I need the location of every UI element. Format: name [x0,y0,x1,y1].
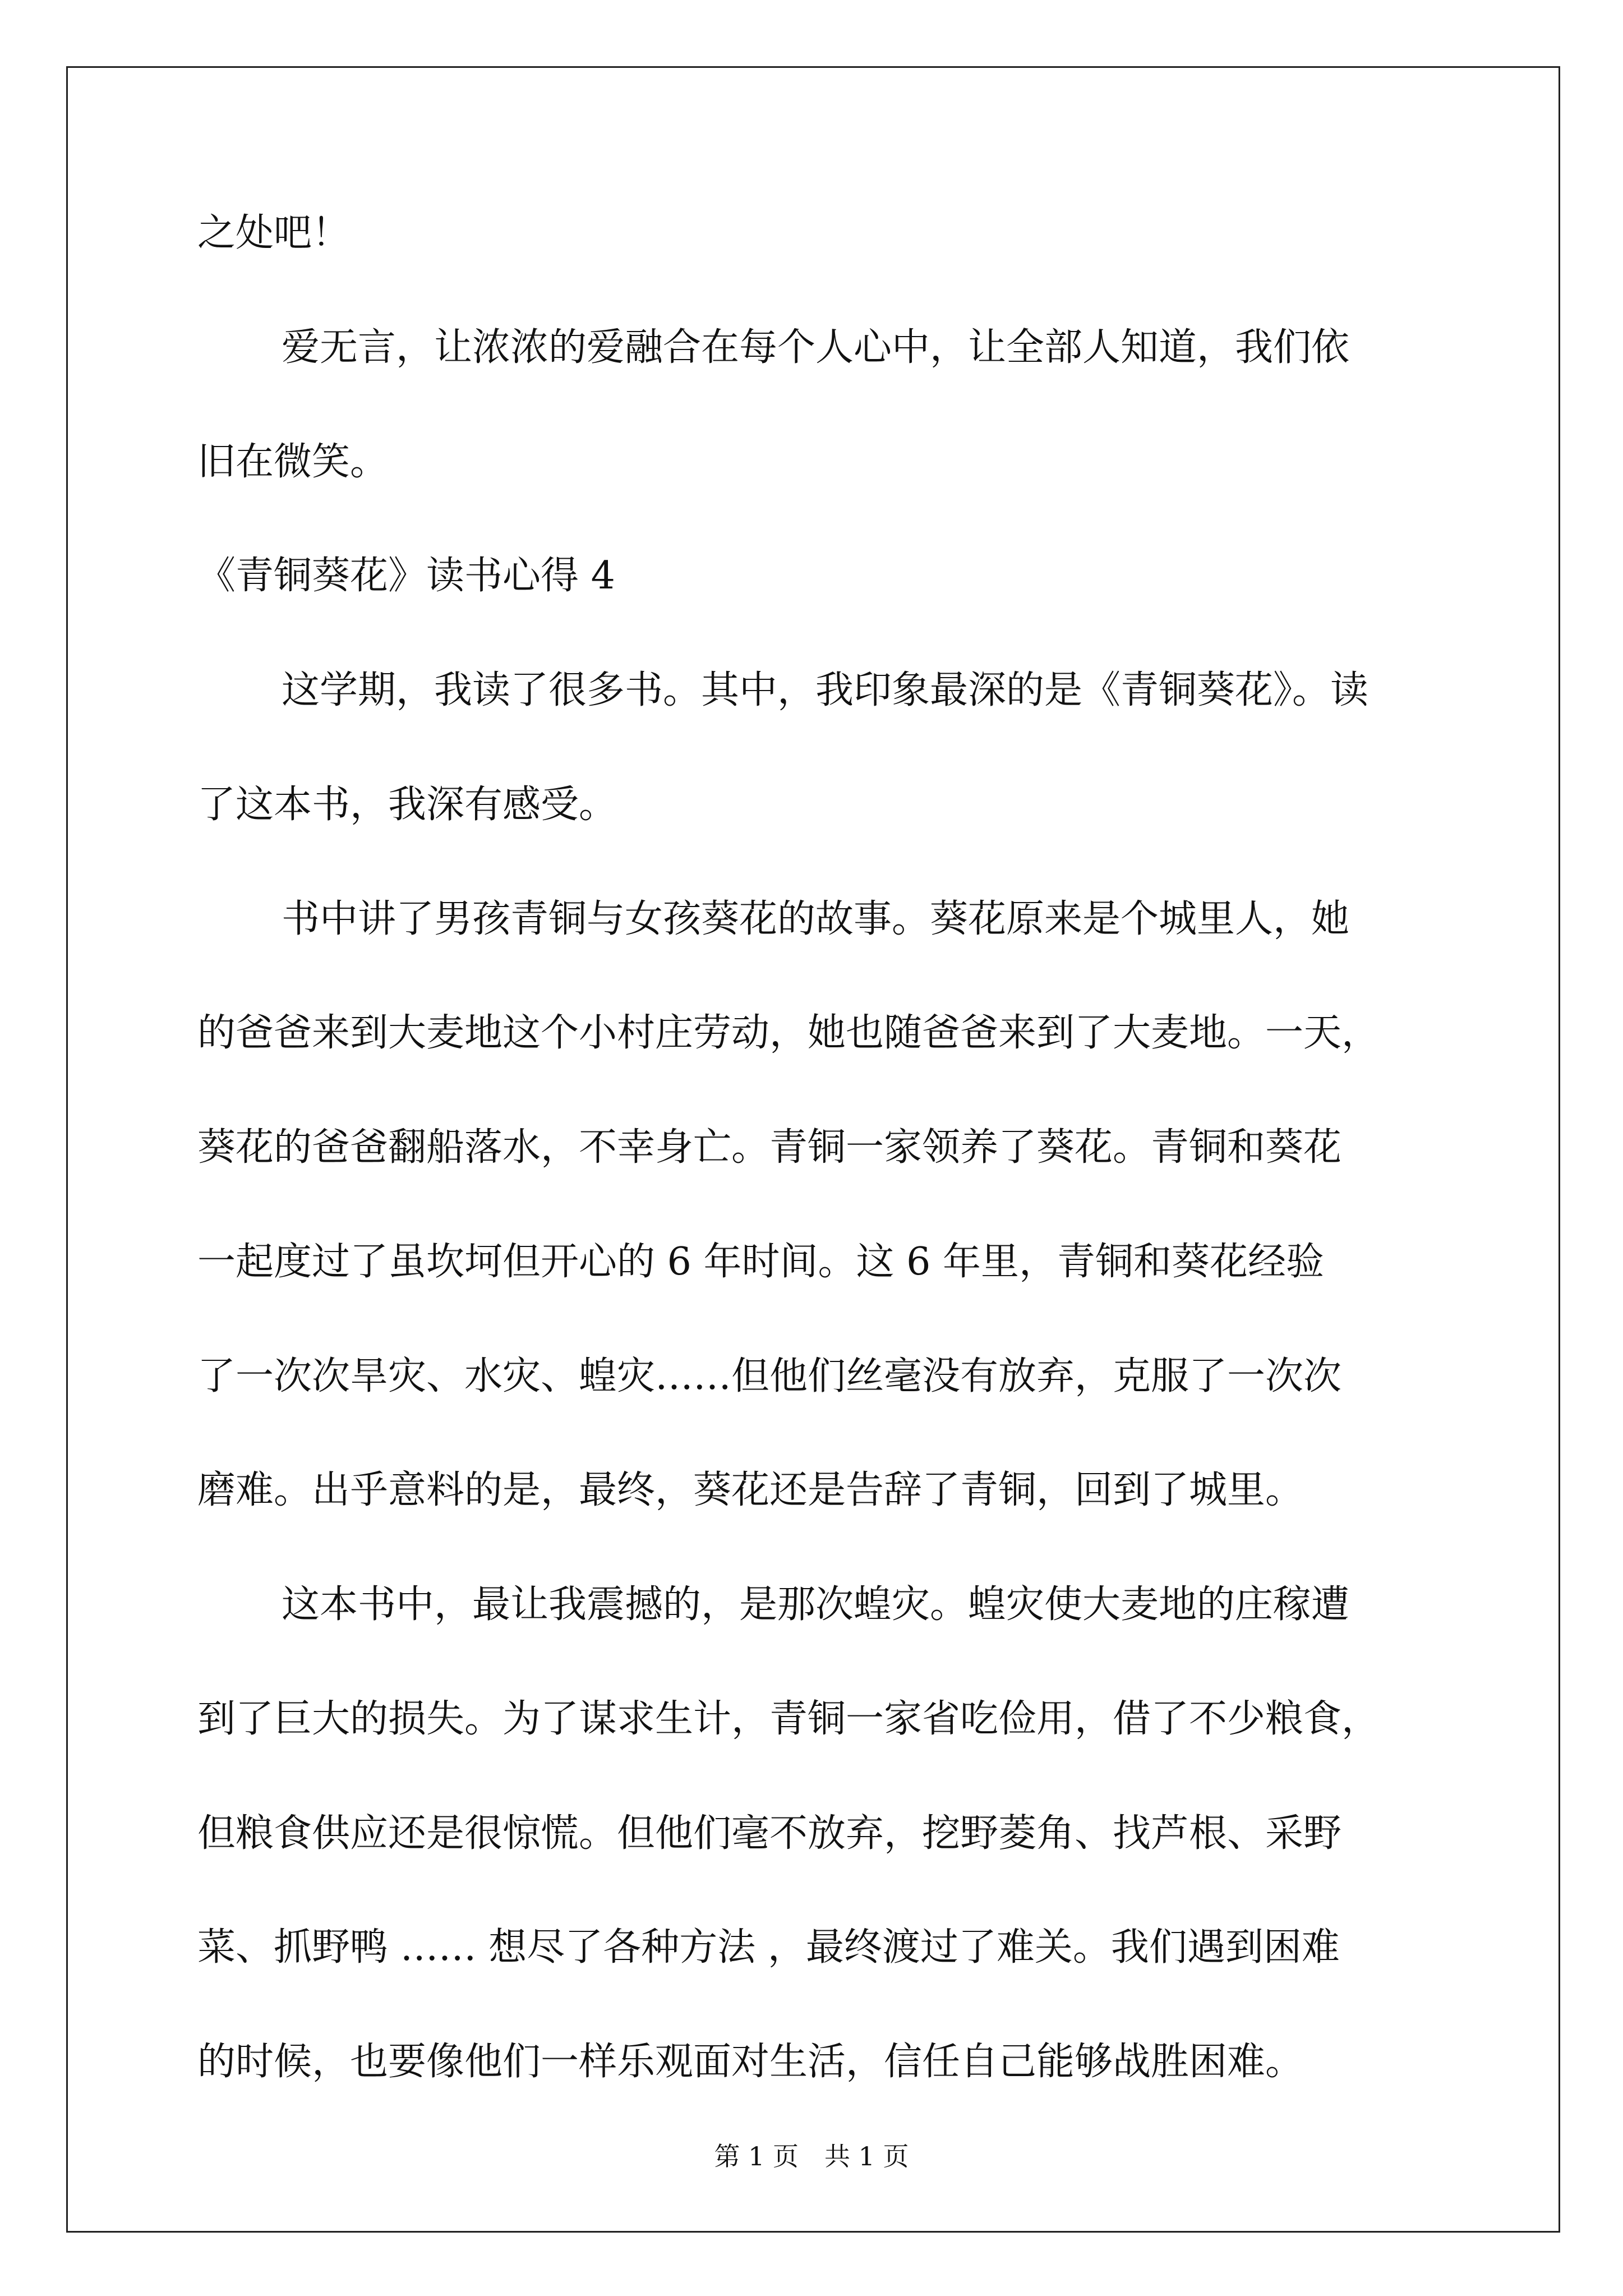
text-line: 了一次次旱灾、水灾、蝗灾……但他们丝毫没有放弃，克服了一次次 [197,1354,1342,1398]
text-line: 葵花的爸爸翻船落水，不幸身亡。青铜一家领养了葵花。青铜和葵花 [197,1125,1342,1170]
text-line: 了这本书，我深有感受。 [197,782,617,827]
text-line: 书中讲了男孩青铜与女孩葵花的故事。葵花原来是个城里人，她 [282,896,1350,941]
text-line: 菜、抓野鸭 …… 想尽了各种方法 ，最终渡过了难关。我们遇到困难 [197,1925,1340,1970]
section-heading: 《青铜葵花》读书心得 4 [197,554,615,599]
text-line: 爱无言，让浓浓的爱融合在每个人心中，让全部人知道，我们依 [282,325,1350,370]
text-line: 一起度过了虽坎坷但开心的 6 年时间。这 6 年里，青铜和葵花经验 [197,1239,1324,1284]
text-line: 这本书中，最让我震撼的，是那次蝗灾。蝗灾使大麦地的庄稼遭 [282,1582,1350,1627]
text-line: 但粮食供应还是很惊慌。但他们毫不放弃，挖野菱角、找芦根、采野 [197,1811,1342,1856]
text-line: 的时候，也要像他们一样乐观面对生活，信任自己能够战胜困难。 [197,2040,1304,2084]
text-line: 的爸爸来到大麦地这个小村庄劳动，她也随爸爸来到了大麦地。一天， [197,1011,1380,1056]
page-footer: 第 1 页 共 1 页 [714,2141,909,2171]
text-line: 这学期，我读了很多书。其中，我印象最深的是《青铜葵花》。读 [282,668,1369,712]
text-line: 旧在微笑。 [197,439,389,484]
text-line: 磨难。出乎意料的是，最终，葵花还是告辞了青铜，回到了城里。 [197,1468,1304,1513]
text-line: 之处吧！ [197,211,351,255]
text-line: 到了巨大的损失。为了谋求生计，青铜一家省吃俭用，借了不少粮食， [197,1696,1380,1741]
